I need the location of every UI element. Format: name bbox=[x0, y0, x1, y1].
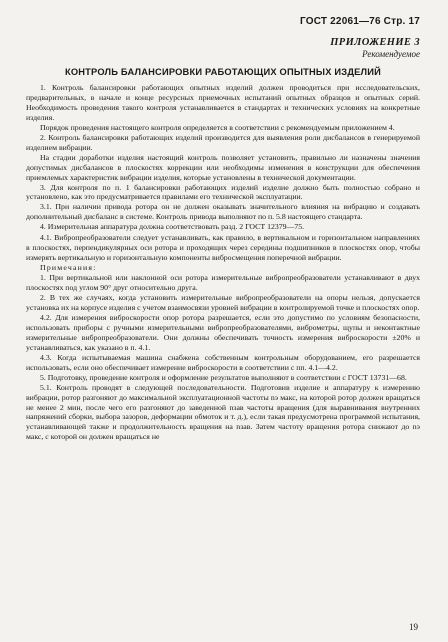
appendix-label: ПРИЛОЖЕНИЕ 3 bbox=[330, 37, 420, 48]
paragraph-5: 5. Подготовку, проведение контроля и оформление результатов выполняют в соответствии с ГОСТ 13731—68. bbox=[40, 372, 407, 382]
paragraph-4-2: 4.2. Для измерения виброскорости опор ротора разрешается, если это допустимо по условиям безопасности, использовать приборы с ручными измерительными вибропреобразователями, виброметры, щупы и неконтактные измерительные вибропреобразователи. Они должны обеспечивать точность измерения виброскорости ±20% и устанавливаться, как указано в п. 4.1. bbox=[26, 312, 420, 352]
section-title: КОНТРОЛЬ БАЛАНСИРОВКИ РАБОТАЮЩИХ ОПЫТНЫХ ИЗДЕЛИЙ bbox=[64, 67, 382, 77]
paragraph-2: 2. Контроль балансировки работающих изделий производится для выявления роли дисбалансов в генерируемой изделием вибрации. bbox=[26, 132, 420, 152]
note-2: 2. В тех же случаях, когда установить измерительные вибропреобразователи на опоры нельзя, допускается установка их на корпусе изделия с учетом взаимосвязи уровней вибрации в контролируемой точке и плоскостях опор. bbox=[26, 293, 420, 312]
paragraph-4-3: 4.3. Когда испытываемая машина снабжена собственным контрольным оборудованием, его разрешается использовать, если оно обеспечивает измерение виброскорости в соответствии с пп. 4.1—4.2. bbox=[26, 352, 420, 372]
paragraph-2-stage: На стадии доработки изделия настоящий контроль позволяет установить, правильно ли назначены значения допустимых дисбалансов в плоскостях коррекции или необходимы изменения в конструкции для обеспечения приемлемых характеристик вибрации изделия, которые установлены в технической документации. bbox=[26, 152, 420, 182]
paragraph-3-1: 3.1. При наличии привода ротора он не должен оказывать значительного влияния на вибрацию и создавать дополнительный дисбаланс в системе. Контроль привода выполняют по п. 5.8 настоящего стандарта. bbox=[26, 202, 420, 222]
paragraph-4: 4. Измерительная аппаратура должна соответствовать разд. 2 ГОСТ 12379—75. bbox=[40, 222, 305, 232]
paragraph-1: 1. Контроль балансировки работающих опытных изделий должен проводиться при исследовательских, предварительных, в начале и конце ресурсных приемочных испытаний опытных образцов и опытных серий. Необходимость проведения такого контроля устанавливается в стандартах и технических условиях на конкретные изделия. bbox=[26, 83, 420, 122]
page-number: 19 bbox=[409, 622, 418, 632]
paragraph-1-procedure: Порядок проведения настоящего контроля определяется в соответствии с рекомендуемым приложением 4. bbox=[40, 122, 395, 132]
paragraph-5-1: 5.1. Контроль проводят в следующей последовательности. Подготовив изделие и аппаратуру к измерению вибрации, ротор разгоняют до максимальной эксплуатационной частоты nэ макс, на которой ротор должен вращаться не менее 2 мин, после чего его разгоняют до заведенной nзав частоты вращения (для выравнивания внутренних напряжений сборки, выбора зазоров, деформации обмоток и т. д.), если такая предусмотрена программой испытания, устанавливающей также и продолжительность вращения на nзав. Затем частоту вращения ротора снижают до nэ макс, с которой он должен вращаться не bbox=[26, 382, 420, 442]
page-header: ГОСТ 22061—76 Стр. 17 bbox=[300, 16, 420, 27]
notes-heading: Примечания: bbox=[40, 263, 97, 273]
document-body bbox=[26, 83, 420, 442]
recommended-label: Рекомендуемое bbox=[362, 49, 420, 59]
paragraph-3: 3. Для контроля по п. 1 балансировки работающих изделий изделие должно быть полностью собрано и установлено, как это предусматривается правилами его технической эксплуатации. bbox=[26, 182, 420, 202]
note-1: 1. При вертикальной или наклонной оси ротора измерительные вибропреобразователи устанавливают в двух плоскостях под углом 90° друг относительно друга. bbox=[26, 273, 420, 293]
paragraph-4-1: 4.1. Вибропреобразователи следует устанавливать, как правило, в вертикальном и горизонтальном направлениях в плоскостях, перпендикулярных оси ротора и проходящих через середины подшипников в плоскостях опор, чтобы измерять вертикальную и горизонтальную компоненты вибросмещения поперечной вибрации. bbox=[26, 233, 420, 263]
